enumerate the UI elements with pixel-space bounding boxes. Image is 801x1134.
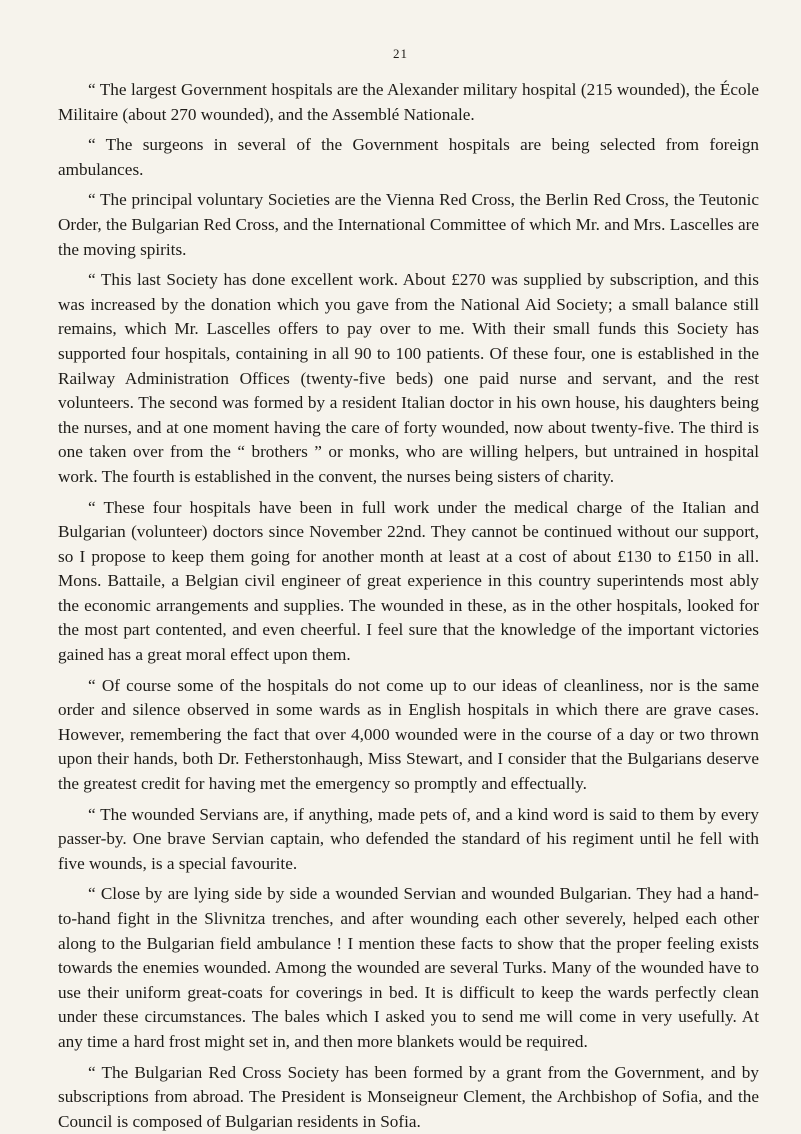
paragraph: “ Close by are lying side by side a wounded Servian and wounded Bulgarian. They had a hand-to-hand fight in the Slivnitza trenches, and after wounding each other severely, helped each other along to the Bulgarian field ambulance ! I mention these facts to show that the proper feeling exists towards the enemies wounded. Among the wounded are several Turks. Many of the wounded have to use their uniform great-coats for coverings in bed. It is difficult to keep the wards perfectly clean under these circumstances. The bales which I asked you to send me will come in very usefully. At any time a hard frost might set in, and then more blankets would be required.: [58, 884, 759, 1051]
paragraph: “ This last Society has done excellent work. About £270 was supplied by subscription, and this was increased by the donation which you gave from the National Aid Society; a small balance still remains, which Mr. Lascelles offers to pay over to me. With their small funds this Society has supported four hospitals, containing in all 90 to 100 patients. Of these four, one is established in the Railway Administration Offices (twenty-five beds) one paid nurse and servant, and the rest volunteers. The second was formed by a resident Italian doctor in his own house, his daughters being the nurses, and at one moment having the care of forty wounded, now about twenty-five. The third is one taken over from the “ brothers ” or monks, who are willing helpers, but untrained in hospital work. The fourth is established in the convent, the nurses being sisters of charity.: [58, 270, 759, 486]
paragraph: “ The Bulgarian Red Cross Society has been formed by a grant from the Government, and by subscriptions from abroad. The President is Monseigneur Clement, the Archbishop of Sofia, and the Council is composed of Bulgarian residents in Sofia.: [58, 1062, 759, 1131]
paragraph: “ The principal voluntary Societies are the Vienna Red Cross, the Berlin Red Cross, the Teutonic Order, the Bulgarian Red Cross, and the International Committee of which Mr. and Mrs. Lascelles are the moving spirits.: [58, 190, 759, 259]
paragraph: “ The wounded Servians are, if anything, made pets of, and a kind word is said to them by every passer-by. One brave Servian captain, who defended the standard of his regiment until he fell with five wounds, is a special favourite.: [58, 804, 759, 873]
page-number: 21: [393, 46, 408, 61]
paragraph: “ The largest Government hospitals are the Alexander military hospital (215 wounded), the École Militaire (about 270 wounded), and the Assemblé Nationale.: [58, 80, 759, 124]
paragraph: “ Of course some of the hospitals do not come up to our ideas of cleanliness, nor is the same order and silence observed in some wards as in English hospitals in which there are grave cases. However, remembering the fact that over 4,000 wounded were in the course of a day or two thrown upon their hands, both Dr. Fetherstonhaugh, Miss Stewart, and I consider that the Bulgarians deserve the greatest credit for having met the emergency so promptly and effectually.: [58, 675, 759, 794]
paragraph: “ These four hospitals have been in full work under the medical charge of the Italian and Bulgarian (volunteer) doctors since November 22nd. They cannot be continued without our support, so I propose to keep them going for another month at least at a cost of about £130 to £150 in all. Mons. Battaile, a Belgian civil engineer of great experience in this country superintends most ably the economic arrangements and supplies. The wounded in these, as in the other hospitals, looked for the most part contented, and even cheerful. I feel sure that the knowledge of the important victories gained has a great moral effect upon them.: [58, 497, 759, 665]
paragraph: “ The surgeons in several of the Government hospitals are being selected from foreign ambulances.: [58, 135, 759, 179]
body-text: [58, 78, 759, 1134]
